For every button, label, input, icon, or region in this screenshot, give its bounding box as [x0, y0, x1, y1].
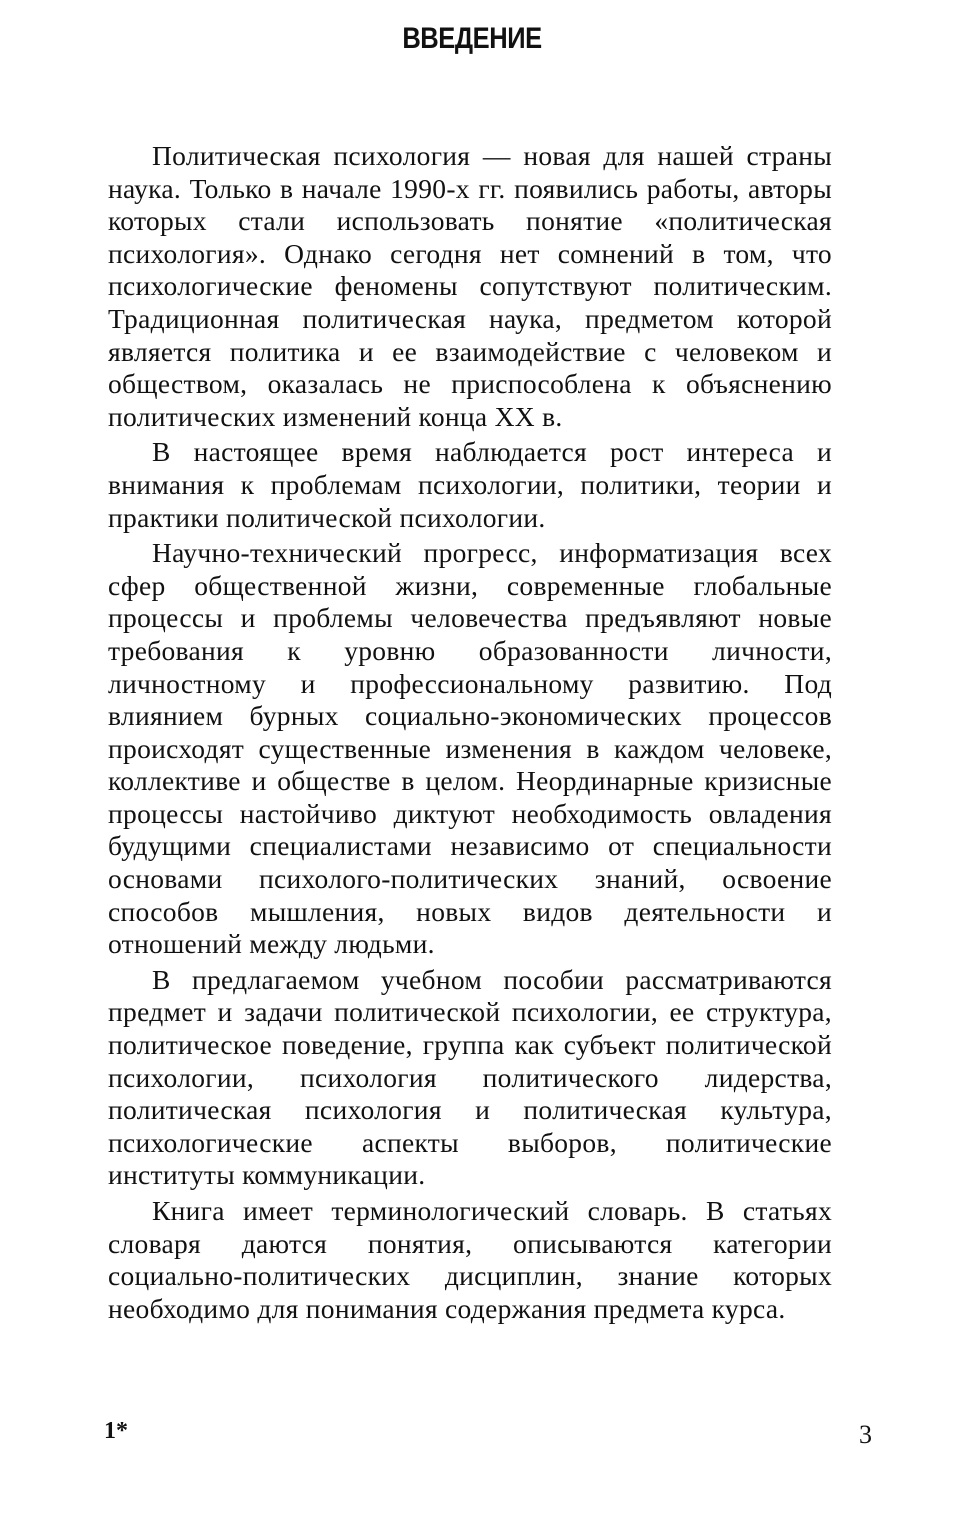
paragraph-4: В предлагаемом учебном пособии рассматриваются предмет и задачи политической психологии, ее структура, политическое поведение, группа как субъект политической психологии, психология политического лидерства, политическая психология и политическая культура, психологические аспекты выборов, политические институты коммуникации.: [108, 963, 832, 1191]
body-text: [108, 140, 832, 1328]
page-title: ВВЕДЕНИЕ: [402, 22, 542, 55]
paragraph-3: Научно-технический прогресс, информатизация всех сфер общественной жизни, современные глобальные процессы и проблемы человечества предъявляют новые требования к уровню образованности личности, личностному и профессиональному развитию. Под влиянием бурных социально-экономических процессов происходят существенные изменения в каждом человеке, коллективе и обществе в целом. Неординарные кризисные процессы настойчиво диктуют необходимость овладения будущими специалистами независимо от специальности основами психолого-политических знаний, освоение способов мышления, новых видов деятельности и отношений между людьми.: [108, 537, 832, 960]
paragraph-5: Книга имеет терминологический словарь. В статьях словаря даются понятия, описываются категории социально-политических дисциплин, знание которых необходимо для понимания содержания предмета курса.: [108, 1195, 832, 1324]
paragraph-2: В настоящее время наблюдается рост интереса и внимания к проблемам психологии, политики, теории и практики политической психологии.: [108, 436, 832, 533]
signature-mark: 1*: [104, 1418, 128, 1444]
paragraph-1: Политическая психология — новая для нашей страны наука. Только в начале 1990-х гг. появились работы, авторы которых стали использовать понятие «политическая психология». Однако сегодня нет сомнений в том, что психологические феномены сопутствуют политическим. Традиционная политическая наука, предметом которой является политика и ее взаимодействие с человеком и обществом, оказалась не приспособлена к объяснению политических изменений конца XX в.: [108, 140, 832, 432]
page-number: 3: [859, 1420, 872, 1449]
